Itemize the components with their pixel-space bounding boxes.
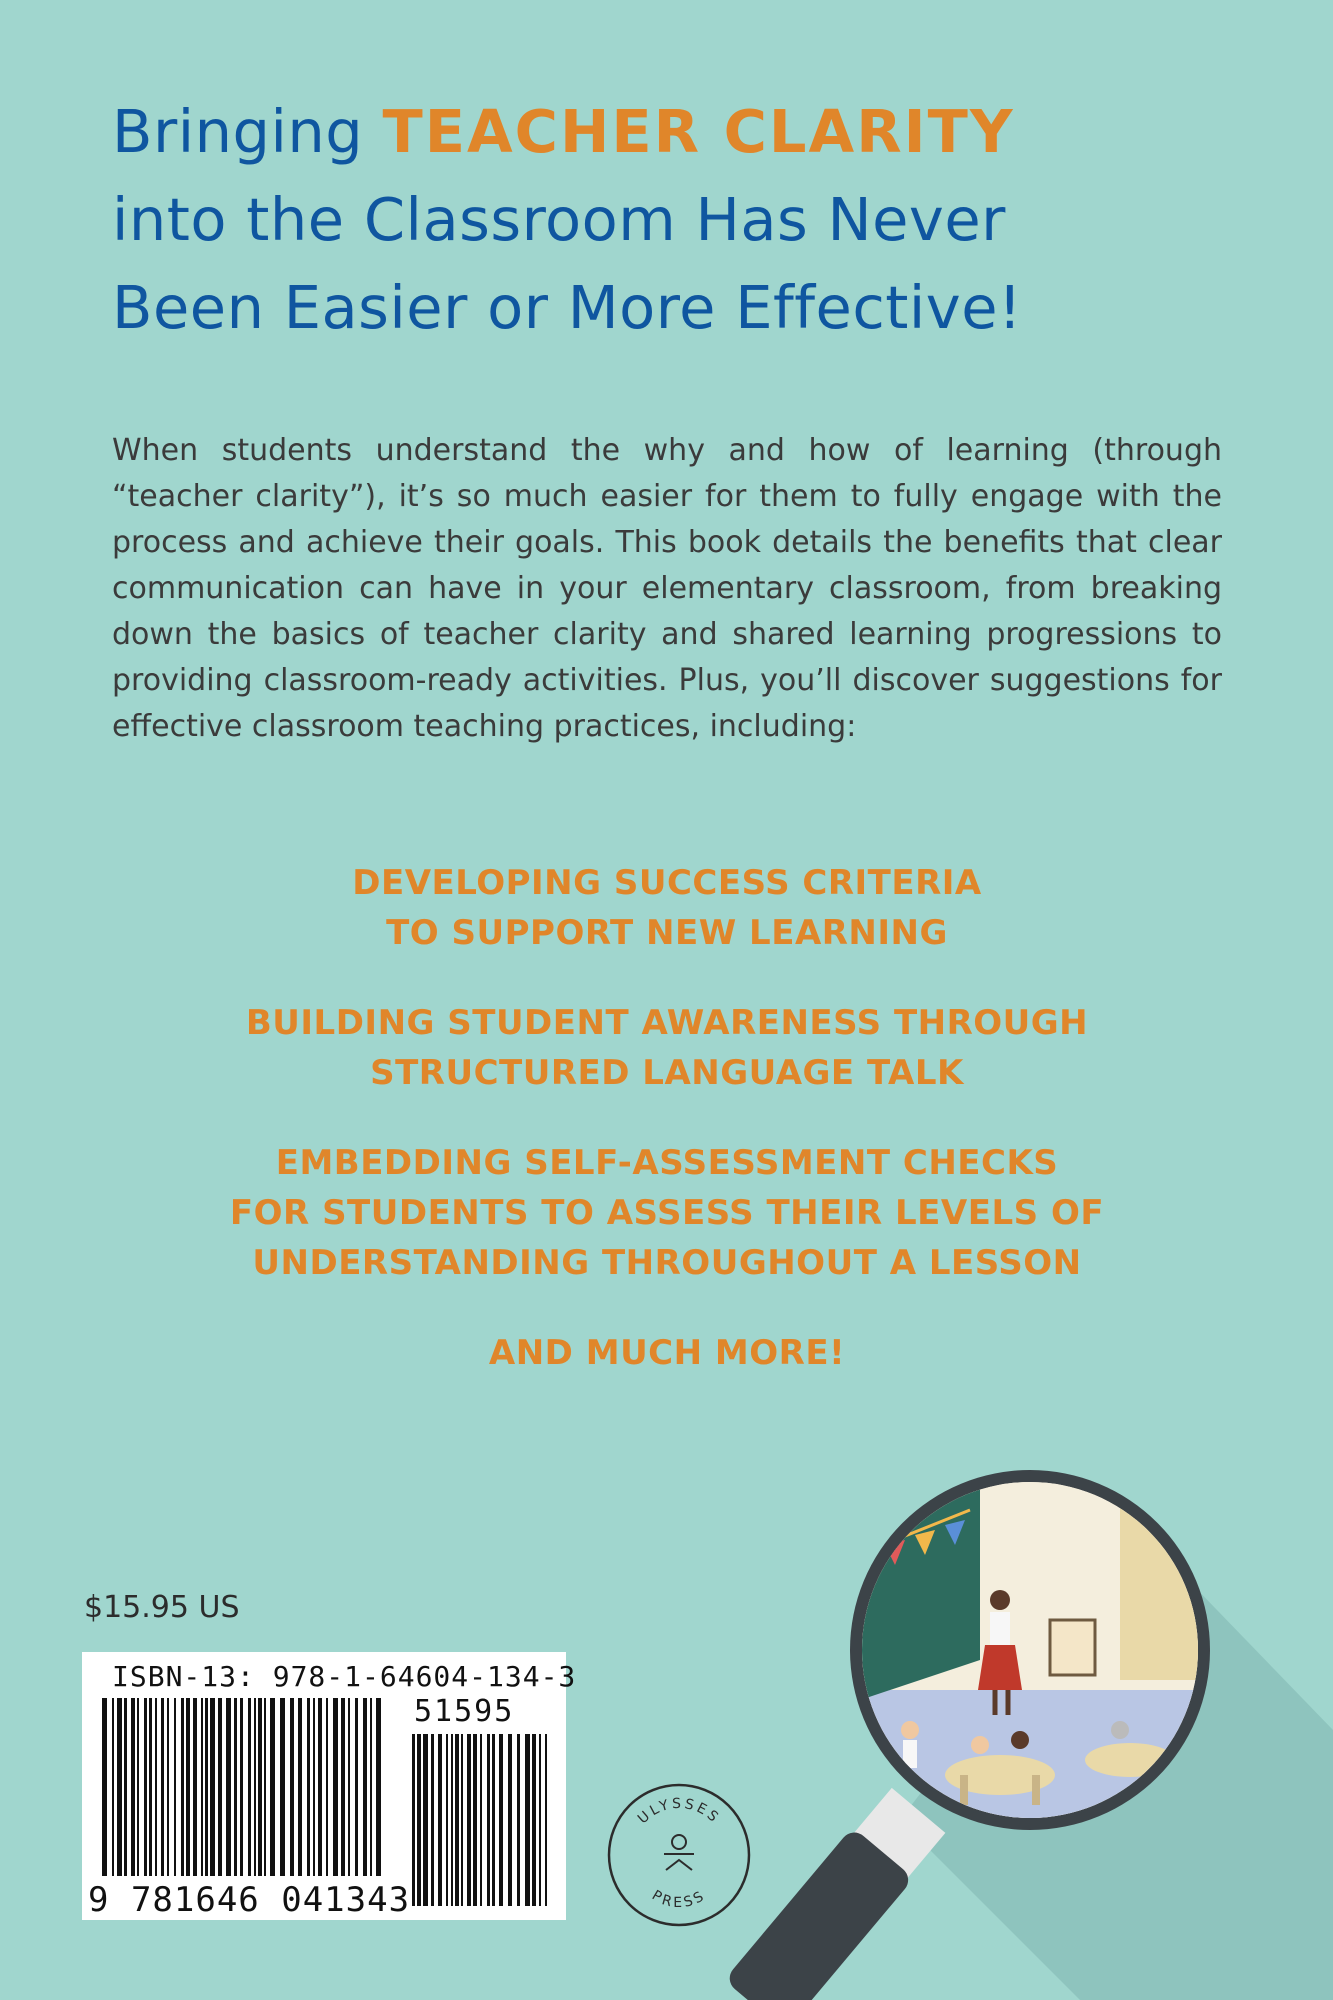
headline-line-1 <box>112 88 1232 176</box>
feature-line: TO SUPPORT NEW LEARNING <box>386 913 948 953</box>
barcode-bar <box>280 1698 285 1876</box>
barcode-bar <box>517 1734 520 1906</box>
publisher-name-bottom: PRESS <box>648 1887 710 1912</box>
barcode-bar <box>545 1734 547 1906</box>
barcode-bar <box>376 1698 381 1876</box>
barcode-bar <box>363 1698 367 1876</box>
barcode-bar <box>137 1698 139 1876</box>
headline-line-3: Been Easier or More Effective! <box>112 273 1023 342</box>
feature-line: EMBEDDING SELF-ASSESSMENT CHECKS <box>275 1143 1059 1183</box>
headline-line-2: into the Classroom Has Never <box>112 185 1006 254</box>
barcode-bar <box>480 1734 482 1906</box>
barcode-bar <box>461 1734 463 1906</box>
barcode-bar <box>431 1734 434 1906</box>
feature-item <box>112 858 1222 958</box>
barcode-bar <box>326 1698 328 1876</box>
barcode-bar <box>423 1734 428 1906</box>
feature-line: UNDERSTANDING THROUGHOUT A LESSON <box>252 1243 1082 1283</box>
barcode-bar <box>155 1698 157 1876</box>
barcode-bar <box>532 1734 536 1906</box>
barcode-bar <box>210 1698 215 1876</box>
barcode-bar <box>174 1698 176 1876</box>
barcode-bar <box>341 1698 345 1876</box>
barcode-bar <box>112 1698 114 1876</box>
feature-line: AND MUCH MORE! <box>488 1333 846 1373</box>
barcode-bar <box>487 1734 490 1906</box>
feature-line: DEVELOPING SUCCESS CRITERIA <box>352 863 982 903</box>
barcode-bar <box>333 1698 338 1876</box>
barcode-bar <box>258 1698 262 1876</box>
barcode-bar <box>186 1698 190 1876</box>
feature-line: BUILDING STUDENT AWARENESS THROUGH <box>245 1003 1089 1043</box>
barcode-bar <box>226 1698 231 1876</box>
barcode-bar <box>102 1698 107 1876</box>
barcode-bar <box>455 1734 459 1906</box>
barcode-bar <box>270 1698 275 1876</box>
magnifying-glass-classroom-icon <box>660 1440 1333 2000</box>
description-paragraph: When students understand the why and how of learning (through “teacher clarity”), it’s so much easier for them to fully engage with the process and achieve their goals. This book details the benefits that clear communication can have in your elementary classroom, from breaking down the basics of teacher clarity and shared learning progressions to providing classroom-ready activities. Plus, you’ll discover suggestions for effective classroom teaching practices, including: <box>112 433 1222 744</box>
barcode-bar <box>438 1734 442 1906</box>
barcode-bar <box>201 1698 203 1876</box>
barcode-bar <box>144 1698 147 1876</box>
barcode-bar <box>193 1698 197 1876</box>
barcode-bar <box>254 1698 256 1876</box>
publisher-name-top: ULYSSES <box>634 1795 724 1828</box>
barcode-bar <box>492 1734 495 1906</box>
barcode-bar <box>117 1698 122 1876</box>
barcode-bar <box>348 1698 350 1876</box>
isbn-label: ISBN-13: 978-1-64604-134-3 <box>112 1660 577 1693</box>
barcode-bar <box>298 1698 302 1876</box>
barcode-ean-number: 9 781646 041343 <box>88 1880 411 1920</box>
feature-item <box>112 1328 1222 1378</box>
barcode-bar <box>234 1698 237 1876</box>
isbn-barcode <box>82 1652 577 1920</box>
barcode-bar <box>167 1698 169 1876</box>
barcode-bar <box>264 1698 266 1876</box>
barcode-bar <box>161 1698 164 1876</box>
feature-line: STRUCTURED LANGUAGE TALK <box>370 1053 964 1093</box>
barcode-bar <box>355 1698 358 1876</box>
barcode-bar <box>499 1734 503 1906</box>
barcode-bar <box>248 1698 251 1876</box>
feature-item <box>112 998 1222 1098</box>
barcode-bar <box>313 1698 315 1876</box>
barcode-bar <box>181 1698 184 1876</box>
barcode-bar <box>205 1698 208 1876</box>
price-label: $15.95 US <box>84 1590 240 1625</box>
headline-accent: TEACHER CLARITY <box>382 97 1015 166</box>
barcode-bar <box>417 1734 421 1906</box>
barcode-bar <box>473 1734 477 1906</box>
barcode-bar <box>124 1698 127 1876</box>
barcode-bar <box>240 1698 243 1876</box>
barcode-bar <box>508 1734 512 1906</box>
barcode-bar <box>451 1734 453 1906</box>
barcode-bar <box>525 1734 530 1906</box>
barcode-bar <box>370 1698 372 1876</box>
barcode-bar <box>218 1698 222 1876</box>
barcode-bar <box>446 1734 448 1906</box>
feature-list <box>112 858 1222 1418</box>
headline <box>112 88 1232 352</box>
barcode-bar <box>467 1734 471 1906</box>
barcode-bar <box>290 1698 294 1876</box>
barcode-bar <box>318 1698 322 1876</box>
barcode-bar <box>539 1734 541 1906</box>
feature-item <box>112 1138 1222 1288</box>
barcode-bar <box>412 1734 415 1906</box>
headline-line-1-lead: Bringing <box>112 97 383 166</box>
barcode-addon-number: 51595 <box>414 1694 515 1729</box>
barcode-bar <box>307 1698 310 1876</box>
feature-line: FOR STUDENTS TO ASSESS THEIR LEVELS OF <box>229 1193 1105 1233</box>
barcode-bar <box>131 1698 135 1876</box>
barcode-bar <box>149 1698 152 1876</box>
